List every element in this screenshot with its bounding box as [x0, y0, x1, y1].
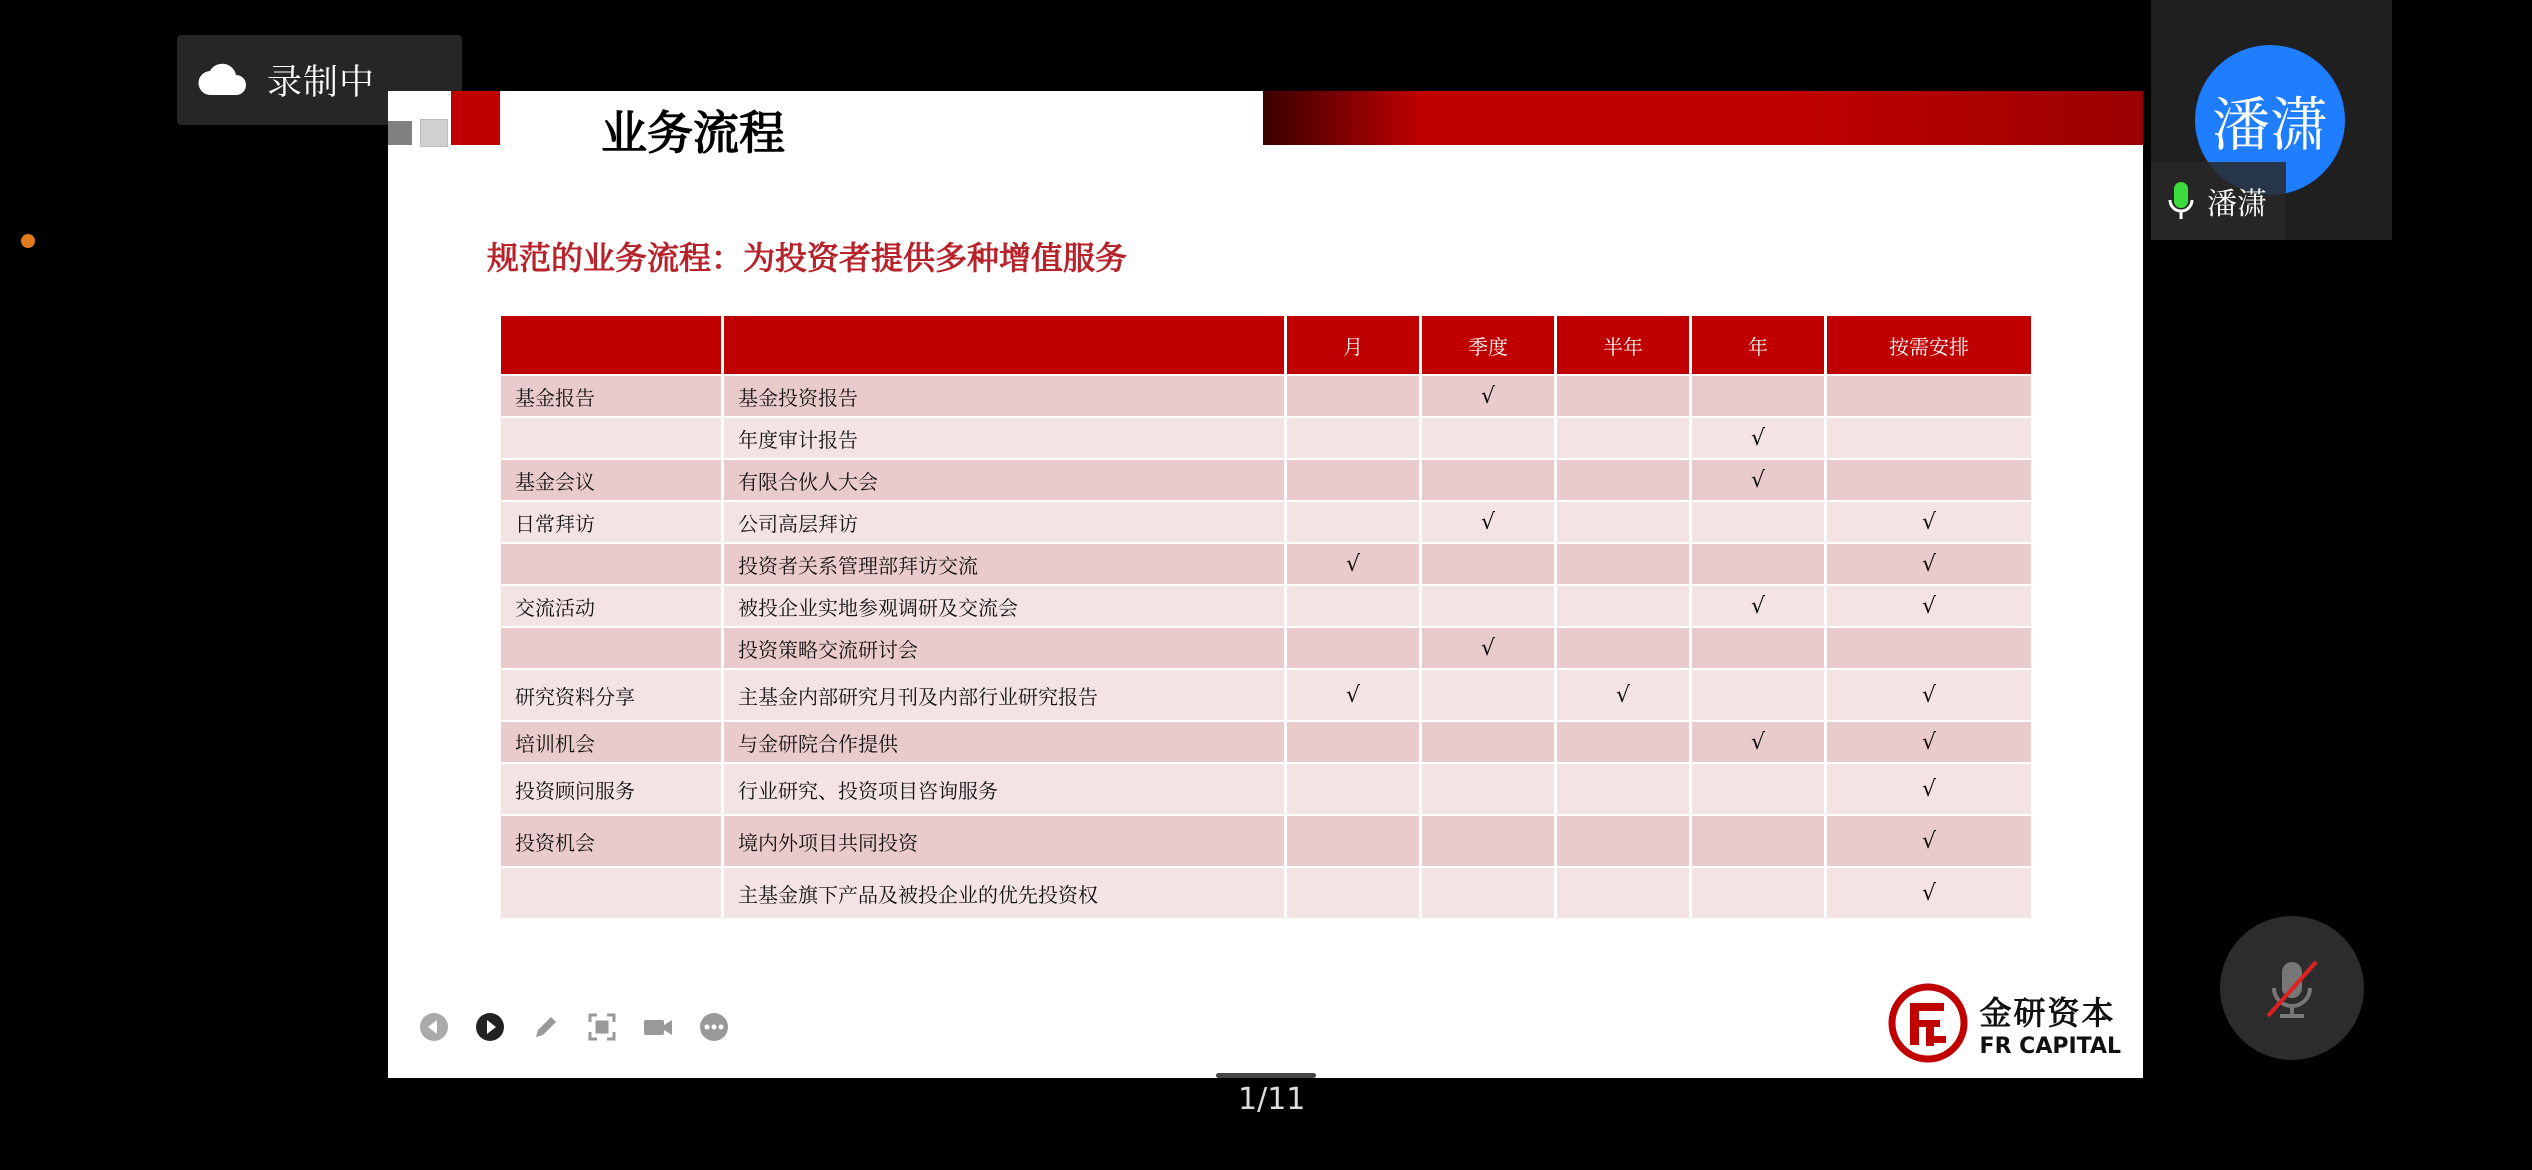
check-cell — [1557, 544, 1689, 584]
camera-icon[interactable] — [642, 1011, 674, 1043]
check-cell — [1557, 502, 1689, 542]
check-cell — [1557, 376, 1689, 416]
participant-tile[interactable] — [2151, 0, 2392, 240]
check-cell: √ — [1827, 544, 2031, 584]
participant-name: 潘潇 — [2207, 187, 2267, 222]
check-cell: √ — [1692, 722, 1824, 762]
header-cell: 按需安排 — [1827, 316, 2031, 374]
category-cell: 交流活动 — [501, 586, 721, 626]
decor-square — [388, 121, 412, 145]
check-cell — [1422, 670, 1554, 720]
check-cell — [1692, 670, 1824, 720]
check-cell: √ — [1827, 586, 2031, 626]
item-cell: 境内外项目共同投资 — [724, 816, 1284, 866]
table-row — [501, 628, 2031, 668]
participant-namebar — [2151, 162, 2286, 240]
check-cell — [1422, 586, 1554, 626]
item-cell: 主基金旗下产品及被投企业的优先投资权 — [724, 868, 1284, 918]
check-cell — [1692, 502, 1824, 542]
check-cell — [1287, 628, 1419, 668]
check-cell: √ — [1422, 628, 1554, 668]
category-cell: 日常拜访 — [501, 502, 721, 542]
header-red-block — [451, 91, 500, 145]
page-indicator: 1/11 — [1238, 1082, 1306, 1117]
check-cell — [1287, 418, 1419, 458]
table-row — [501, 868, 2031, 918]
slide-toolbar — [418, 1011, 730, 1043]
table-row — [501, 722, 2031, 762]
item-cell: 投资者关系管理部拜访交流 — [724, 544, 1284, 584]
check-cell — [1422, 722, 1554, 762]
table-row — [501, 670, 2031, 720]
company-logo — [1888, 983, 2121, 1063]
logo-en-text: FR CAPITAL — [1979, 1033, 2121, 1059]
slide-subtitle: 规范的业务流程：为投资者提供多种增值服务 — [487, 239, 1128, 277]
item-cell: 与金研院合作提供 — [724, 722, 1284, 762]
service-table — [498, 314, 2034, 920]
check-cell — [1422, 868, 1554, 918]
header-cell — [724, 316, 1284, 374]
header-cell: 半年 — [1557, 316, 1689, 374]
item-cell: 行业研究、投资项目咨询服务 — [724, 764, 1284, 814]
check-cell — [1557, 418, 1689, 458]
table-row — [501, 544, 2031, 584]
check-cell — [1692, 544, 1824, 584]
header-cell: 年 — [1692, 316, 1824, 374]
table-row — [501, 764, 2031, 814]
check-cell: √ — [1827, 764, 2031, 814]
category-cell — [501, 628, 721, 668]
category-cell: 投资机会 — [501, 816, 721, 866]
category-cell — [501, 544, 721, 584]
check-cell — [1287, 764, 1419, 814]
check-cell: √ — [1827, 502, 2031, 542]
microphone-icon — [2167, 180, 2195, 222]
avatar: 潘潇 — [2195, 45, 2345, 195]
recording-label: 录制中 — [267, 63, 376, 103]
check-cell — [1557, 868, 1689, 918]
category-cell: 基金报告 — [501, 376, 721, 416]
check-cell — [1422, 460, 1554, 500]
check-cell — [1827, 418, 2031, 458]
header-red-band — [1263, 91, 2143, 145]
check-cell: √ — [1287, 670, 1419, 720]
item-cell: 有限合伙人大会 — [724, 460, 1284, 500]
check-cell: √ — [1827, 722, 2031, 762]
item-cell: 基金投资报告 — [724, 376, 1284, 416]
check-cell: √ — [1422, 376, 1554, 416]
logo-cn-text: 金研资本 — [1979, 993, 2116, 1032]
check-cell — [1422, 544, 1554, 584]
check-cell — [1557, 816, 1689, 866]
check-cell: √ — [1692, 418, 1824, 458]
check-cell: √ — [1827, 670, 2031, 720]
check-cell — [1692, 376, 1824, 416]
check-cell — [1692, 816, 1824, 866]
check-cell: √ — [1827, 816, 2031, 866]
check-cell — [1287, 460, 1419, 500]
check-cell: √ — [1557, 670, 1689, 720]
table-row — [501, 816, 2031, 866]
check-cell — [1557, 586, 1689, 626]
check-cell — [1422, 764, 1554, 814]
category-cell — [501, 868, 721, 918]
check-cell — [1692, 868, 1824, 918]
item-cell: 年度审计报告 — [724, 418, 1284, 458]
check-cell — [1287, 722, 1419, 762]
table-row — [501, 418, 2031, 458]
table-row — [501, 502, 2031, 542]
presentation-slide — [388, 91, 2143, 1078]
category-cell: 研究资料分享 — [501, 670, 721, 720]
check-cell: √ — [1287, 544, 1419, 584]
check-cell: √ — [1692, 586, 1824, 626]
more-icon[interactable] — [698, 1011, 730, 1043]
check-cell — [1557, 460, 1689, 500]
check-cell: √ — [1692, 460, 1824, 500]
check-cell: √ — [1827, 868, 2031, 918]
check-cell — [1692, 764, 1824, 814]
next-icon[interactable] — [474, 1011, 506, 1043]
check-cell: √ — [1422, 502, 1554, 542]
microphone-muted-icon — [2252, 948, 2332, 1028]
check-cell — [1557, 764, 1689, 814]
item-cell: 公司高层拜访 — [724, 502, 1284, 542]
check-cell — [1287, 586, 1419, 626]
logo-mark-icon — [1888, 983, 1968, 1063]
check-cell — [1287, 868, 1419, 918]
check-cell — [1287, 502, 1419, 542]
mute-button[interactable] — [2220, 916, 2364, 1060]
check-cell — [1557, 628, 1689, 668]
check-cell — [1287, 816, 1419, 866]
category-cell: 投资顾问服务 — [501, 764, 721, 814]
category-cell: 基金会议 — [501, 460, 721, 500]
check-cell — [1557, 722, 1689, 762]
header-cell — [501, 316, 721, 374]
table-header-row — [501, 316, 2031, 374]
cloud-icon — [197, 63, 249, 97]
check-cell — [1827, 376, 2031, 416]
category-cell — [501, 418, 721, 458]
decor-square — [420, 119, 448, 147]
check-cell — [1287, 376, 1419, 416]
header-cell: 月 — [1287, 316, 1419, 374]
table-row — [501, 586, 2031, 626]
category-cell: 培训机会 — [501, 722, 721, 762]
item-cell: 被投企业实地参观调研及交流会 — [724, 586, 1284, 626]
drag-handle[interactable] — [1216, 1073, 1316, 1078]
prev-icon[interactable] — [418, 1011, 450, 1043]
status-dot — [21, 234, 35, 248]
screenshot-icon[interactable] — [586, 1011, 618, 1043]
table-row — [501, 460, 2031, 500]
table-row — [501, 376, 2031, 416]
header-cell: 季度 — [1422, 316, 1554, 374]
check-cell — [1827, 460, 2031, 500]
check-cell — [1422, 418, 1554, 458]
pen-icon[interactable] — [530, 1011, 562, 1043]
check-cell — [1422, 816, 1554, 866]
item-cell: 主基金内部研究月刊及内部行业研究报告 — [724, 670, 1284, 720]
slide-title: 业务流程 — [601, 106, 785, 160]
item-cell: 投资策略交流研讨会 — [724, 628, 1284, 668]
check-cell — [1827, 628, 2031, 668]
check-cell — [1692, 628, 1824, 668]
